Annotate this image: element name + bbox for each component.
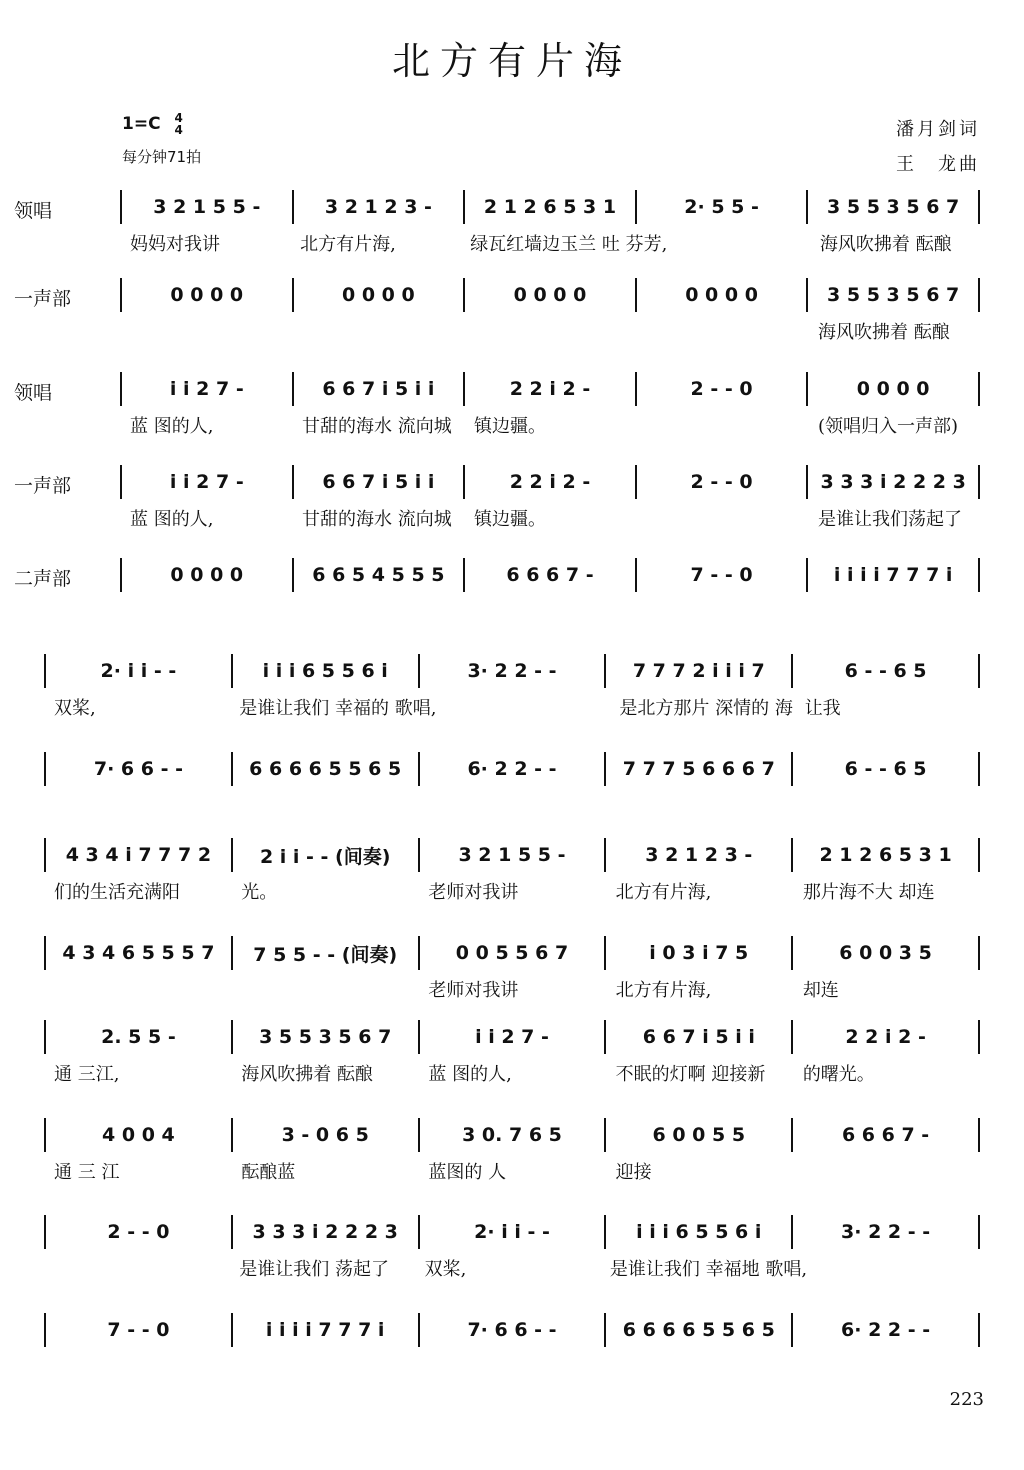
- barline: [978, 465, 980, 499]
- measure: [46, 1118, 231, 1152]
- lyric-text: 镇边疆。: [474, 509, 546, 530]
- measure: [420, 838, 605, 872]
- measure: [808, 278, 978, 312]
- part-label: 二声部: [14, 568, 72, 590]
- lyrics-row: [44, 876, 980, 906]
- measure-notes: i i i 6 5 5 6 i: [636, 1221, 762, 1243]
- staff-row: [44, 1215, 980, 1249]
- measure-notes: 3 5 5 3 5 6 7: [259, 1026, 392, 1048]
- measure-notes: 3 5 5 3 5 6 7: [827, 284, 960, 306]
- measure-notes: 7 7 7 5 6 6 6 7: [622, 758, 775, 780]
- barline: [978, 1118, 980, 1152]
- measure: [233, 1020, 418, 1054]
- measure: [46, 1215, 231, 1249]
- barline: [978, 936, 980, 970]
- composer-credit: 王 龙曲: [896, 154, 980, 175]
- lyric-text: 北方有片海,: [615, 882, 712, 903]
- lyric-text: 甘甜的海水 流向城: [302, 509, 452, 530]
- measure-notes: 7 7 7 2 i i i 7: [632, 660, 765, 682]
- measure: [420, 654, 605, 688]
- measure-notes: 2 i i - - (间奏): [259, 845, 391, 868]
- measure-notes: 2· i i - -: [474, 1221, 550, 1243]
- barline: [978, 1020, 980, 1054]
- measure-notes: 0 0 0 0: [513, 284, 587, 306]
- measure: [793, 1215, 978, 1249]
- measure: [420, 1118, 605, 1152]
- staff-row: [120, 465, 980, 499]
- measure-notes: 6 0 0 3 5: [839, 942, 932, 964]
- measure: [233, 1313, 418, 1347]
- lyric-text: 是谁让我们 幸福的 歌唱,: [239, 698, 437, 719]
- measure-notes: 0 0 5 5 6 7: [455, 942, 569, 964]
- measure-notes: 6 6 6 7 -: [506, 564, 594, 586]
- measure-notes: 6· 2 2 - -: [467, 758, 557, 780]
- measure-notes: i i 2 7 -: [169, 471, 244, 493]
- lyric-text: 甘甜的海水 流向城: [302, 416, 452, 437]
- lyric-text: 妈妈对我讲: [130, 234, 220, 255]
- staff-row: [44, 1020, 980, 1054]
- lyric-text: 是谁让我们荡起了: [818, 509, 962, 530]
- measure-notes: 6· 2 2 - -: [841, 1319, 931, 1341]
- measure: [808, 190, 978, 224]
- measure: [294, 372, 464, 406]
- lyric-text: 通 三 江: [54, 1162, 120, 1183]
- measure: [46, 936, 231, 970]
- lyric-text: 北方有片海,: [300, 234, 396, 255]
- measure: [122, 465, 292, 499]
- measure-notes: 6 6 6 6 5 5 6 5: [249, 758, 402, 780]
- part-label: 一声部: [14, 475, 72, 497]
- measure-notes: 3 5 5 3 5 6 7: [827, 196, 960, 218]
- staff-row: [120, 372, 980, 406]
- measure: [606, 936, 791, 970]
- measure: [808, 465, 978, 499]
- measure-notes: 3 - 0 6 5: [281, 1124, 369, 1146]
- measure-notes: 0 0 0 0: [685, 284, 758, 306]
- measure-notes: 2 2 i 2 -: [509, 378, 591, 400]
- measure-notes: 4 3 4 i 7 7 7 2: [65, 844, 212, 866]
- measure: [294, 465, 464, 499]
- measure-notes: i i i i 7 7 7 i: [833, 564, 953, 586]
- measure: [46, 1020, 231, 1054]
- measure: [294, 278, 464, 312]
- lyric-text: 海风吹拂着 酝酿: [818, 322, 950, 343]
- lyric-text: 双桨,: [424, 1259, 467, 1280]
- measure: [233, 838, 418, 872]
- measure: [465, 190, 635, 224]
- lyric-text: 却连: [802, 980, 839, 1001]
- lyric-text: 的曙光。: [802, 1064, 875, 1085]
- page-number: 223: [949, 1389, 984, 1410]
- staff-row: [120, 558, 980, 592]
- measure: [465, 372, 635, 406]
- time-signature: [174, 112, 182, 136]
- lyric-text: 是谁让我们 幸福地 歌唱,: [609, 1259, 808, 1280]
- measure-notes: 4 0 0 4: [102, 1124, 175, 1146]
- lyric-text: 迎接: [615, 1162, 652, 1183]
- measure-notes: i i i 6 5 5 6 i: [262, 660, 388, 682]
- part-label: 领唱: [14, 200, 53, 222]
- measure-notes: 6 0 0 5 5: [652, 1124, 746, 1146]
- measure: [233, 936, 418, 970]
- measure-notes: 7· 6 6 - -: [467, 1319, 557, 1341]
- measure: [793, 1020, 978, 1054]
- lyric-text: 蓝 图的人,: [130, 416, 214, 437]
- measure: [465, 465, 635, 499]
- measure-notes: 4 3 4 6 5 5 5 7: [62, 942, 215, 964]
- lyric-text: 老师对我讲: [428, 980, 519, 1001]
- measure: [233, 1215, 418, 1249]
- measure-notes: 3 0. 7 6 5: [462, 1124, 562, 1146]
- lyricist-credit: 潘月剑词: [896, 119, 980, 140]
- measure: [465, 558, 635, 592]
- measure-notes: 6 6 7 i 5 i i: [322, 378, 435, 400]
- barline: [978, 1215, 980, 1249]
- lyric-text: 那片海不大 却连: [802, 882, 935, 903]
- measure-notes: 0 0 0 0: [856, 378, 930, 400]
- measure: [606, 752, 791, 786]
- staff-row: [120, 190, 980, 224]
- staff-row: [44, 654, 980, 688]
- measure: [606, 654, 791, 688]
- lyric-text: 绿瓦红墙边玉兰 吐 芬芳,: [470, 234, 668, 255]
- lyric-text: 让我: [804, 698, 841, 719]
- lyric-text: 是北方那片 深情的 海: [619, 698, 793, 719]
- measure: [46, 752, 231, 786]
- measure: [420, 1215, 605, 1249]
- measure-notes: 2 1 2 6 5 3 1: [483, 196, 617, 218]
- measure: [46, 654, 231, 688]
- measure: [233, 1118, 418, 1152]
- measure-notes: 6 6 6 6 5 5 6 5: [622, 1319, 775, 1341]
- lyrics-row: [44, 1156, 980, 1186]
- measure: [637, 465, 807, 499]
- measure-notes: 2 - - 0: [107, 1221, 170, 1243]
- lyric-text: 通 三江,: [54, 1064, 120, 1085]
- measure: [606, 838, 791, 872]
- measure-notes: 6 - - 6 5: [844, 660, 927, 682]
- lyric-text: 北方有片海,: [615, 980, 712, 1001]
- measure: [793, 752, 978, 786]
- measure: [122, 558, 292, 592]
- barline: [978, 838, 980, 872]
- measure-notes: 6 6 7 i 5 i i: [642, 1026, 755, 1048]
- staff-row: [44, 1313, 980, 1347]
- measure-notes: 7 5 5 - - (间奏): [253, 943, 398, 966]
- time-bottom: 4: [174, 123, 183, 137]
- barline: [978, 1313, 980, 1347]
- part-label: 领唱: [14, 382, 53, 404]
- measure: [606, 1215, 791, 1249]
- measure: [637, 278, 807, 312]
- measure-notes: 3 2 1 5 5 -: [458, 844, 566, 866]
- measure-notes: 0 0 0 0: [342, 284, 415, 306]
- part-label: 一声部: [14, 288, 72, 310]
- measure: [637, 190, 807, 224]
- lyrics-row: [44, 692, 980, 722]
- lyric-text: 是谁让我们 荡起了: [239, 1259, 390, 1280]
- measure-notes: 3 3 3 i 2 2 2 3: [820, 471, 966, 493]
- lyric-text: 们的生活充满阳: [54, 882, 180, 903]
- measure-notes: 3 2 1 2 3 -: [645, 844, 753, 866]
- barline: [978, 190, 980, 224]
- measure: [793, 936, 978, 970]
- measure-notes: 6 - - 6 5: [844, 758, 927, 780]
- measure-notes: 3 2 1 5 5 -: [153, 196, 261, 218]
- measure-notes: 2· i i - -: [100, 660, 177, 682]
- measure: [294, 558, 464, 592]
- barline: [978, 372, 980, 406]
- measure-notes: 6 6 6 7 -: [841, 1124, 930, 1146]
- measure-notes: 2 2 i 2 -: [845, 1026, 926, 1048]
- lyric-text: 蓝 图的人,: [130, 509, 214, 530]
- measure-notes: i i 2 7 -: [475, 1026, 549, 1048]
- measure-notes: 2. 5 5 -: [101, 1026, 176, 1048]
- measure: [793, 1313, 978, 1347]
- key-signature: [122, 112, 183, 136]
- measure-notes: 3· 2 2 - -: [467, 660, 557, 682]
- lyrics-row: [120, 503, 980, 533]
- staff-row: [44, 936, 980, 970]
- measure-notes: 0 0 0 0: [170, 564, 244, 586]
- measure: [420, 936, 605, 970]
- measure: [808, 372, 978, 406]
- measure: [420, 752, 605, 786]
- lyrics-row: [120, 228, 980, 258]
- lyric-text: 不眠的灯啊 迎接新: [615, 1064, 766, 1085]
- lyric-text: 海风吹拂着 酝酿: [819, 234, 952, 255]
- staff-row: [44, 752, 980, 786]
- measure: [606, 1118, 791, 1152]
- barline: [978, 654, 980, 688]
- measure-notes: 2· 5 5 -: [684, 196, 759, 218]
- measure: [606, 1020, 791, 1054]
- measure-notes: 2 - - 0: [690, 378, 753, 400]
- lyrics-row: [120, 316, 980, 346]
- measure: [233, 654, 418, 688]
- song-title: 北方有片海: [391, 39, 632, 83]
- lyric-text: 酝酿蓝: [241, 1162, 296, 1183]
- measure-notes: i i i i 7 7 7 i: [265, 1319, 385, 1341]
- measure-notes: 6 6 7 i 5 i i: [322, 471, 435, 493]
- lyric-text: 蓝图的 人: [428, 1162, 507, 1183]
- lyrics-row: [44, 1058, 980, 1088]
- measure: [637, 372, 807, 406]
- measure: [793, 654, 978, 688]
- measure-notes: 7· 6 6 - -: [93, 758, 183, 780]
- measure-notes: 2 - - 0: [690, 471, 753, 493]
- measure: [606, 1313, 791, 1347]
- measure-notes: 7 - - 0: [107, 1319, 170, 1341]
- measure-notes: 3· 2 2 - -: [841, 1221, 931, 1243]
- key-text: 1=C: [122, 114, 161, 134]
- measure-notes: 0 0 0 0: [170, 284, 244, 306]
- lyric-text: (领唱归入一声部): [818, 416, 959, 437]
- measure: [420, 1313, 605, 1347]
- staff-row: [44, 1118, 980, 1152]
- lyrics-row: [120, 410, 980, 440]
- measure: [637, 558, 807, 592]
- lyric-text: 海风吹拂着 酝酿: [241, 1064, 373, 1085]
- measure: [233, 752, 418, 786]
- staff-row: [44, 838, 980, 872]
- lyric-text: 双桨,: [54, 698, 96, 719]
- measure: [122, 190, 292, 224]
- measure-notes: 3 3 3 i 2 2 2 3: [252, 1221, 398, 1243]
- lyrics-row: [44, 1253, 980, 1283]
- tempo-marking: 每分钟71拍: [122, 148, 202, 166]
- measure-notes: 2 1 2 6 5 3 1: [819, 844, 952, 866]
- measure-notes: 2 2 i 2 -: [509, 471, 591, 493]
- measure-notes: i 0 3 i 7 5: [649, 942, 749, 964]
- measure: [793, 838, 978, 872]
- measure: [122, 278, 292, 312]
- barline: [978, 752, 980, 786]
- lyric-text: 蓝 图的人,: [428, 1064, 512, 1085]
- measure: [294, 190, 464, 224]
- barline: [978, 278, 980, 312]
- measure: [808, 558, 978, 592]
- measure: [46, 838, 231, 872]
- measure-notes: 6 6 5 4 5 5 5: [312, 564, 445, 586]
- measure-notes: 3 2 1 2 3 -: [324, 196, 432, 218]
- measure: [46, 1313, 231, 1347]
- lyrics-row: [44, 974, 980, 1004]
- lyric-text: 光。: [241, 882, 278, 903]
- measure: [793, 1118, 978, 1152]
- measure: [122, 372, 292, 406]
- lyric-text: 老师对我讲: [428, 882, 519, 903]
- staff-row: [120, 278, 980, 312]
- lyric-text: 镇边疆。: [474, 416, 546, 437]
- time-top: 4: [174, 111, 183, 125]
- measure: [465, 278, 635, 312]
- measure: [420, 1020, 605, 1054]
- barline: [978, 558, 980, 592]
- measure-notes: i i 2 7 -: [169, 378, 244, 400]
- measure-notes: 7 - - 0: [690, 564, 753, 586]
